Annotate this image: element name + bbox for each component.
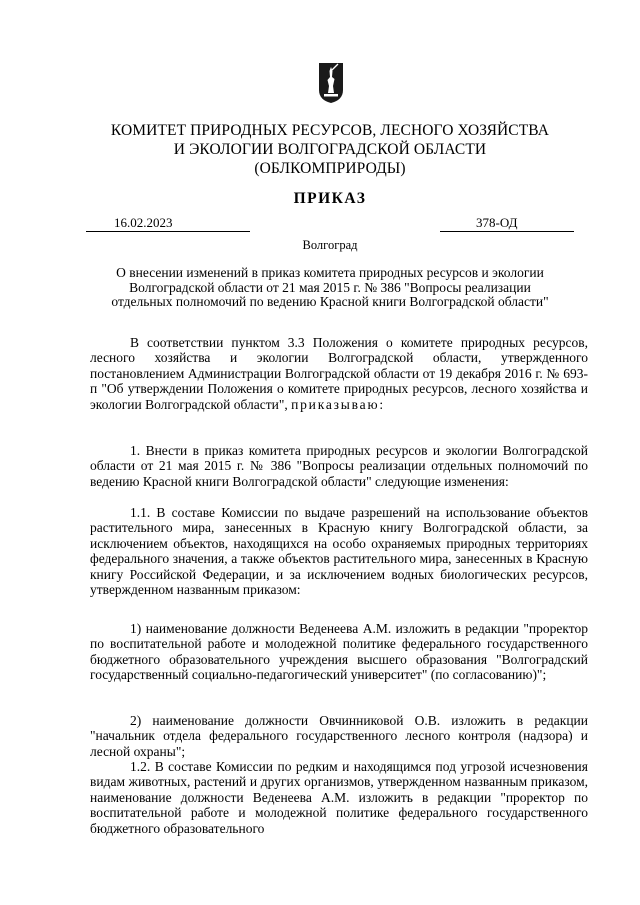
document-date-field <box>86 216 250 234</box>
body-paragraph-4 <box>90 621 588 683</box>
document-city: Волгоград <box>302 238 358 252</box>
body-paragraph-2 <box>90 443 588 489</box>
body-paragraph-5 <box>90 713 588 759</box>
order-keyword: приказываю: <box>291 396 385 412</box>
document-date: 16.02.2023 <box>114 215 173 230</box>
item-1-1-text: 1.1. В составе Комиссии по выдаче разрешений на использование объектов растительного мира, занесенных в Красную книгу Волгоградской области, за исключением объектов, находящихся на особо охраняемых природных территориях федерального значения, а также объектов растительного мира, занесенных в Красную книгу Российской Федерации, и за исключением водных биологических ресурсов, утвержденном названным приказом: <box>90 505 588 598</box>
body-paragraph-6 <box>90 759 588 836</box>
document-subject <box>60 266 600 310</box>
preamble-text: В соответствии пунктом 3.3 Положения о комитете природных ресурсов, лесного хозяйства и экологии Волгоградской области, утвержденного постановлением Администрации Волгоградской области от 19 декабря 2016 г. № 693-п "Об утверждении Положения о комитете природных ресурсов, лесного хозяйства и экологии Волгоградской области", <box>90 335 588 412</box>
date-underline <box>86 231 250 232</box>
body-paragraph-3 <box>90 505 588 597</box>
volgograd-coat-of-arms-icon <box>318 62 344 104</box>
item-1-text: 1. Внести в приказ комитета природных ресурсов и экологии Волгоградской области от 21 мая 2015 г. № 386 "Вопросы реализации отдельных полномочий по ведению Красной книги Волгоградской области" следующие изменения: <box>90 443 588 489</box>
document-type-title: ПРИКАЗ <box>293 190 367 207</box>
org-name-line2: И ЭКОЛОГИИ ВОЛГОГРАДСКОЙ ОБЛАСТИ <box>173 141 487 158</box>
subitem-1-text: 1) наименование должности Веденеева А.М. изложить в редакции "проректор по воспитательной работе и молодежной политике федерального государственного бюджетного образовательного учреждения высшего образования "Волгоградский государственный социально-педагогический университет" (по согласованию)"; <box>90 621 588 683</box>
number-underline <box>440 231 574 232</box>
subject-line3: отдельных полномочий по ведению Красной книги Волгоградской области" <box>111 294 549 309</box>
subitem-2-text: 2) наименование должности Овчинниковой О.В. изложить в редакции "начальник отдела федерального государственного лесного контроля (надзора) и лесной охраны"; <box>90 713 588 759</box>
subject-line1: О внесении изменений в приказ комитета природных ресурсов и экологии <box>116 265 544 280</box>
org-name-line1: КОМИТЕТ ПРИРОДНЫХ РЕСУРСОВ, ЛЕСНОГО ХОЗЯЙСТВА <box>110 122 550 139</box>
document-number: 378-ОД <box>476 215 518 230</box>
document-number-field <box>440 216 574 234</box>
body-paragraph-1 <box>90 335 588 412</box>
subject-line2: Волгоградской области от 21 мая 2015 г. № 386 "Вопросы реализации <box>129 279 531 295</box>
org-short-name: (ОБЛКОМПРИРОДЫ) <box>254 160 406 177</box>
item-1-2-text: 1.2. В составе Комиссии по редким и находящимся под угрозой исчезновения видам животных, растений и других организмов, утвержденном названным приказом, наименование должности Веденеева А.М. изложить в редакции "проректор по воспитательной работе и молодежной политике федерального государственного бюджетного образовательного <box>90 759 588 836</box>
